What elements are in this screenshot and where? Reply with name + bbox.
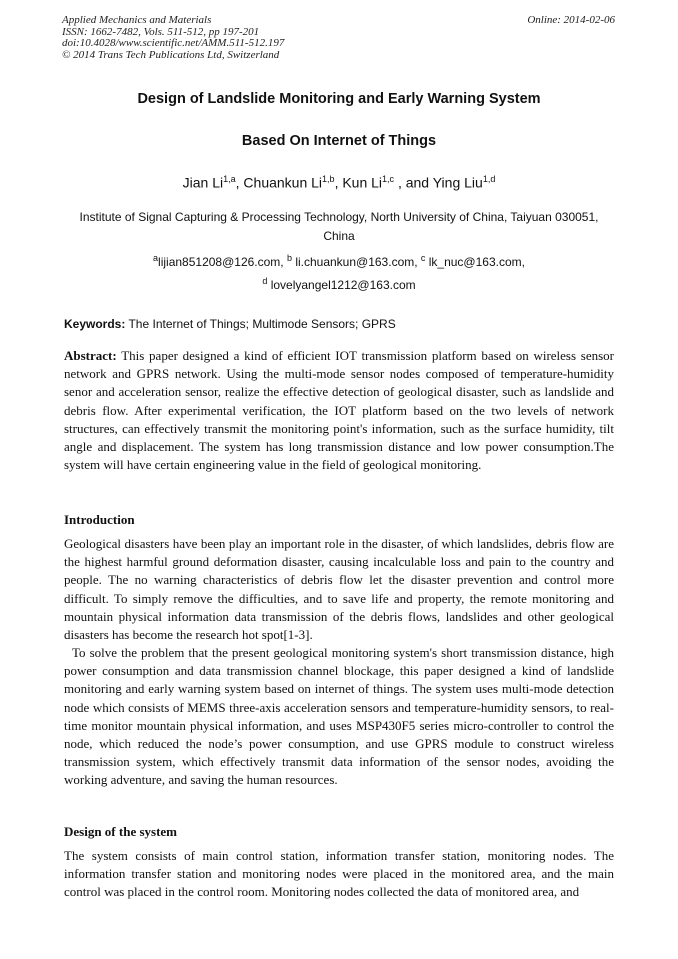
email-mark: b [286, 253, 292, 263]
keywords [64, 317, 614, 331]
design-paragraph-1: The system consists of main control station, information transfer station, monitoring nodes. The information transfer station and monitoring nodes were placed in the monitored area, and the main control was placed in the control room. Monitoring nodes collected the data of monitored area, and [64, 848, 614, 900]
author-separator: , and [394, 174, 433, 191]
introduction-paragraph-1: Geological disasters have been play an important role in the disaster, of which landslides, debris flow are the highest harmful ground deformation disaster, causing incalculable loss and pain to the country and people. The no warning characteristics of debris flow let the disaster prevention and control more difficult. To simply remove the difficulties, and to save life and property, the remote monitoring and mountain physical information data transmission of the debris flows, landslides and other geological disasters has become the research hot spot[1-3]. [64, 536, 614, 643]
author-separator: , [334, 174, 343, 191]
email-address: li.chuankun@163.com, [291, 255, 421, 269]
abstract-paragraph [64, 347, 614, 474]
doi-line: doi:10.4028/www.scientific.net/AMM.511-512.197 [62, 37, 285, 49]
email-mark: a [153, 253, 159, 263]
email-line-2 [40, 276, 638, 292]
author-affiliation-mark: 1,c [382, 174, 395, 184]
online-date: Online: 2014-02-06 [527, 14, 615, 26]
email-mark: c [420, 253, 426, 263]
email-line-1 [40, 253, 638, 269]
keywords-label: Keywords: [64, 317, 126, 331]
abstract-text: This paper designed a kind of efficient IOT transmission platform based on wireless sensor network and GPRS network. Using the multi-mode sensor nodes composed of temperature-humidity senor and acceleration sensor, realize the effective detection of geological disaster, such as landslide and debris flow. After experimental verification, the IOT platform based on the two levels of network structures, can effectively transmit the monitoring point's information, such as the surface humidity, tilt angle and displacement. The system has long transmission distance and low power consumption.The system will have certain engineering value in the field of geological monitoring. [64, 348, 614, 473]
author-name: Chuankun Li [243, 174, 323, 191]
author-separator: , [235, 174, 244, 191]
abstract-label: Abstract: [64, 348, 117, 363]
email-address: lovelyangel1212@163.com [267, 278, 416, 292]
copyright-line: © 2014 Trans Tech Publications Ltd, Switzerland [62, 48, 280, 61]
paper-title-line-2: Based On Internet of Things [241, 133, 437, 149]
author-affiliation-mark: 1,d [482, 174, 496, 184]
journal-name: Applied Mechanics and Materials [62, 14, 212, 26]
section-heading-introduction: Introduction [64, 512, 135, 527]
issn-line: ISSN: 1662-7482, Vols. 511-512, pp 197-201 [62, 25, 260, 38]
section-heading-design: Design of the system [64, 824, 178, 839]
affiliation: Institute of Signal Capturing & Processing Technology, North University of China, Taiyuan 030051, China [79, 210, 599, 243]
author-affiliation-mark: 1,b [322, 174, 335, 184]
author-name: Jian Li [182, 174, 224, 191]
email-address: lijian851208@126.com, [158, 255, 287, 269]
keywords-text: The Internet of Things; Multimode Sensors; GPRS [125, 317, 396, 331]
author-list [40, 174, 638, 191]
email-mark: d [262, 276, 268, 286]
author-affiliation-mark: 1,a [223, 174, 236, 184]
paper-title-line-1: Design of Landslide Monitoring and Early Warning System [137, 91, 541, 107]
author-name: Ying Liu [432, 174, 483, 191]
journal-header [62, 15, 482, 61]
introduction-paragraph-2: To solve the problem that the present geological monitoring system's short transmission distance, high power consumption and data transmission channel blockage, this paper designed a kind of landslide monitoring and early warning system based on internet of things. The system uses multi-mode detection node which consists of MEMS three-axis acceleration sensors and temperature-humidity sensors, to real-time monitor mountain physical information, and uses MSP430F5 series micro-controller to control the node, which reduced the node’s power consumption, and use GPRS module to construct wireless transmission system, which effectively transmit data information of the sensor nodes, avoiding the working adventure, and saving the human resources. [64, 645, 614, 788]
email-address: lk_nuc@163.com, [425, 255, 525, 269]
author-name: Kun Li [342, 174, 383, 191]
